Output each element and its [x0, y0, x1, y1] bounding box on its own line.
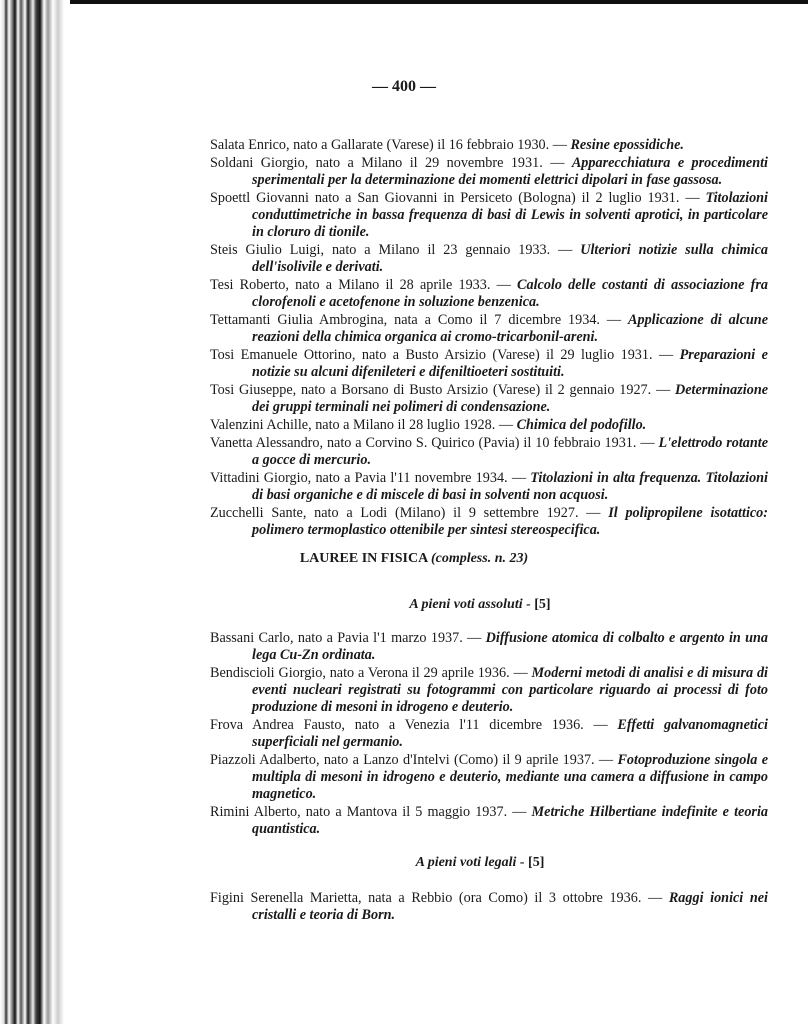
entry-title: Moderni metodi di analisi e di misura di eventi nucleari registrati su fotogrammi con particolare riguardo ai processi di foto produzione di mesoni in idrogeno e deuterio. [252, 665, 768, 715]
entry-title: Fotoproduzione singola e multipla di mesoni in idrogeno e deuterio, mediante una camera a diffusione in campo magnetico. [252, 752, 769, 802]
legali-list [210, 890, 768, 925]
assoluti-heading-count: [5] [534, 597, 551, 612]
chemistry-list [210, 137, 768, 540]
entry-title: Metriche Hilbertiane indefinite e teoria quantistica. [252, 804, 768, 837]
entry-person: Steis Giulio Luigi, nato a Milano il 23 gennaio 1933. — [210, 242, 573, 258]
entry-person: Figini Serenella Marietta, nata a Rebbio (ora Como) il 3 ottobre 1936. — [210, 890, 663, 906]
entry-person: Tosi Giuseppe, nato a Borsano di Busto Arsizio (Varese) il 2 gennaio 1927. — [210, 382, 671, 398]
entry-title: Chimica del podofillo. [516, 417, 647, 433]
list-item [210, 155, 768, 189]
list-item [210, 312, 768, 346]
list-item [210, 242, 768, 276]
scan-top-border [0, 0, 808, 4]
assoluti-list [210, 630, 768, 839]
list-item [210, 470, 768, 504]
entry-title: Ulteriori notizie sulla chimica dell'isolivile e derivati. [252, 242, 769, 275]
list-item [210, 717, 768, 751]
entry-title: Raggi ionici nei cristalli e teoria di Born. [252, 890, 768, 923]
list-item [210, 435, 768, 469]
list-item [210, 137, 768, 154]
entry-title: L'elettrodo rotante a gocce di mercurio. [252, 435, 768, 468]
list-item [210, 630, 768, 664]
entry-person: Tosi Emanuele Ottorino, nato a Busto Arsizio (Varese) il 29 luglio 1931. — [210, 347, 674, 363]
list-item [210, 804, 768, 838]
list-item [210, 665, 768, 716]
legali-heading-label: A pieni voti legali - [415, 855, 525, 870]
physics-heading [10, 551, 808, 567]
scan-binding-edge [0, 0, 70, 1024]
entry-person: Tettamanti Giulia Ambrogina, nata a Como il 7 dicembre 1934. — [210, 312, 622, 328]
entry-title: Titolazioni conduttimetriche in bassa frequenza di basi di Lewis in solventi aprotici, in particolare in cloruro di tionile. [252, 190, 768, 240]
entry-person: Vanetta Alessandro, nato a Corvino S. Quirico (Pavia) il 10 febbraio 1931. — [210, 435, 655, 451]
entry-title: Il polipropilene isotattico: polimero termoplastico ottenibile per sintesi stereospecifica. [252, 505, 768, 538]
list-item [210, 417, 768, 434]
entry-person: Bendiscioli Giorgio, nato a Verona il 29 aprile 1936. — [210, 665, 528, 681]
list-item [210, 347, 768, 381]
entry-title: Effetti galvanomagnetici superficiali nel germanio. [252, 717, 768, 750]
assoluti-heading-label: A pieni voti assoluti - [409, 597, 531, 612]
entry-person: Piazzoli Adalberto, nato a Lanzo d'Intelvi (Como) il 9 aprile 1937. — [210, 752, 614, 768]
entry-person: Rimini Alberto, nato a Mantova il 5 maggio 1937. — [210, 804, 527, 820]
physics-heading-count: (compless. n. 23) [430, 551, 529, 566]
list-item [210, 277, 768, 311]
list-item [210, 382, 768, 416]
legali-heading [76, 855, 808, 871]
entry-person: Frova Andrea Fausto, nato a Venezia l'11 dicembre 1936. — [210, 717, 608, 733]
entry-title: Apparecchiatura e procedimenti sperimentali per la determinazione dei momenti elettrici dipolari in fase gassosa. [252, 155, 769, 188]
entry-person: Salata Enrico, nato a Gallarate (Varese) il 16 febbraio 1930. — [210, 137, 567, 153]
entry-title: Resine epossidiche. [570, 137, 684, 153]
page-number: — 400 — [372, 78, 436, 95]
entry-title: Diffusione atomica di colbalto e argento in una lega Cu-Zn ordinata. [252, 630, 769, 663]
list-item [210, 752, 768, 803]
list-item [210, 505, 768, 539]
entry-person: Zucchelli Sante, nato a Lodi (Milano) il 9 settembre 1927. — [210, 505, 601, 521]
entry-person: Tesi Roberto, nato a Milano il 28 aprile 1933. — [210, 277, 511, 293]
entry-person: Spoettl Giovanni nato a San Giovanni in Persiceto (Bologna) il 2 luglio 1931. — [210, 190, 700, 206]
entry-person: Soldani Giorgio, nato a Milano il 29 novembre 1931. — [210, 155, 565, 171]
legali-heading-count: [5] [528, 855, 545, 870]
entry-person: Vittadini Giorgio, nato a Pavia l'11 novembre 1934. — [210, 470, 527, 486]
physics-heading-label: LAUREE IN FISICA [299, 551, 428, 566]
entry-person: Bassani Carlo, nato a Pavia l'1 marzo 1937. — [210, 630, 482, 646]
list-item [210, 890, 768, 924]
entry-person: Valenzini Achille, nato a Milano il 28 luglio 1928. — [210, 417, 514, 433]
entry-title: Applicazione di alcune reazioni della chimica organica ai cromo-tricarbonil-areni. [252, 312, 768, 345]
assoluti-heading [76, 597, 808, 613]
list-item [210, 190, 768, 241]
entry-title: Determinazione dei gruppi terminali nei polimeri di condensazione. [252, 382, 769, 415]
entry-title: Titolazioni in alta frequenza. Titolazioni di basi organiche e di miscele di basi in solventi non acquosi. [252, 470, 768, 503]
entry-title: Preparazioni e notizie su alcuni difenileteri e difeniltioeteri sostituiti. [252, 347, 768, 380]
entry-title: Calcolo delle costanti di associazione fra clorofenoli e acetofenone in soluzione benzenica. [252, 277, 769, 310]
